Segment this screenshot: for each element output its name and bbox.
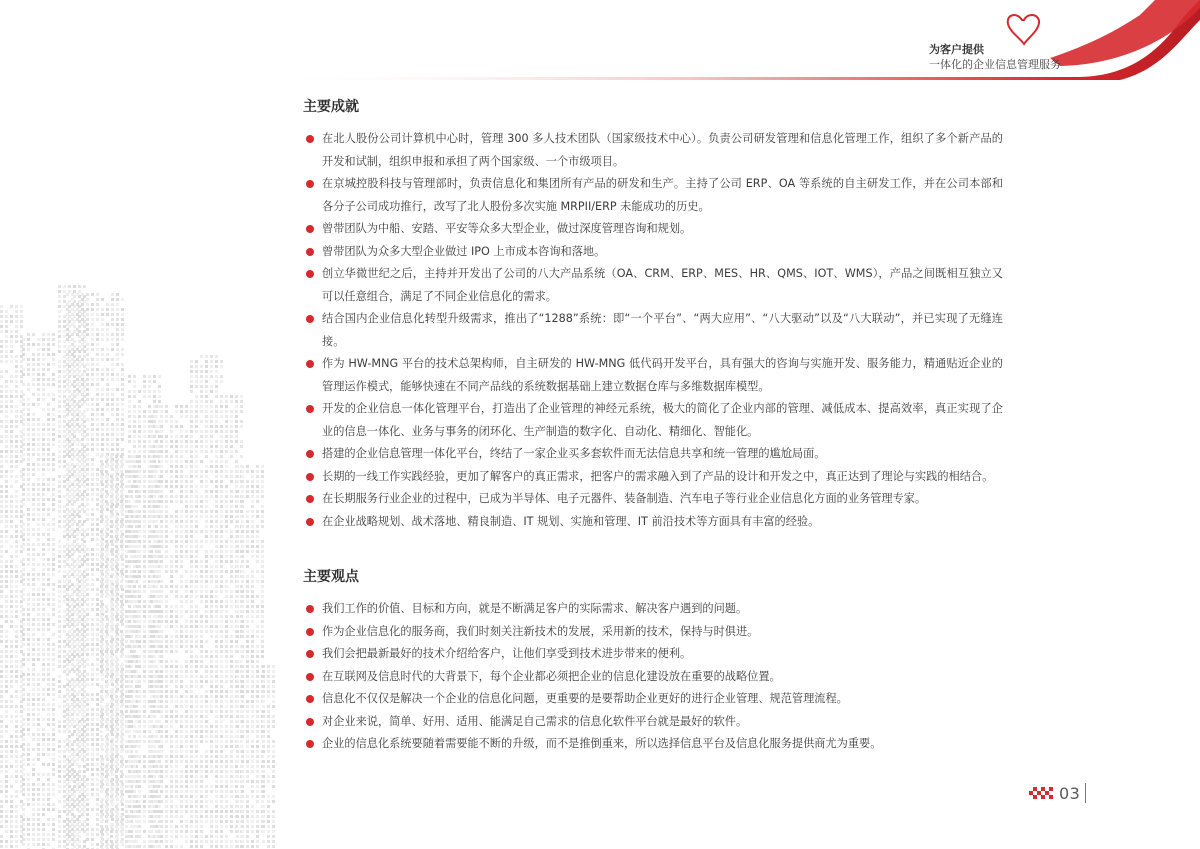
brand-tagline-line1: 为客户提供 (929, 43, 984, 56)
list-item-text: 在北人股份公司计算机中心时，管理 300 多人技术团队（国家级技术中心）。负责公司研发管理和信息化管理工作，组织了多个新产品的开发和试制，组织申报和承担了两个国家级、一个市级项目。 (322, 132, 1003, 168)
list-item (303, 218, 1003, 241)
bullet-dot-icon (306, 605, 314, 613)
brand-tagline (929, 42, 1061, 72)
list-item-text: 作为 HW-MNG 平台的技术总架构师，自主研发的 HW-MNG 低代码开发平台，具有强大的咨询与实施开发、服务能力，精通贴近企业的管理运作模式，能够快速在不同产品线的系统数据基础上建立数据仓库与多维数据库模型。 (322, 357, 1003, 393)
list-item (303, 711, 1003, 734)
bullet-dot-icon (306, 225, 314, 233)
list-item (303, 643, 1003, 666)
section-title-viewpoints: 主要观点 (303, 569, 359, 585)
list-item (303, 733, 1003, 756)
viewpoints-list (303, 598, 1003, 756)
bullet-dot-icon (306, 495, 314, 503)
bullet-dot-icon (306, 650, 314, 658)
list-item-text: 企业的信息化系统要随着需要能不断的升级，而不是推倒重来，所以选择信息平台及信息化服务提供商尤为重要。 (322, 737, 882, 750)
bullet-dot-icon (306, 315, 314, 323)
list-item-text: 长期的一线工作实践经验，更加了解客户的真正需求，把客户的需求融入到了产品的设计和开发之中，真正达到了理论与实践的相结合。 (322, 469, 994, 483)
bullet-dot-icon (306, 450, 314, 458)
bullet-dot-icon (306, 180, 314, 188)
brand-tagline-line2: 一体化的企业信息管理服务 (929, 58, 1061, 71)
list-item-text: 在互联网及信息时代的大背景下，每个企业都必须把企业的信息化建设放在重要的战略位置。 (322, 669, 781, 683)
list-item (303, 688, 1003, 711)
list-item (303, 621, 1003, 644)
list-item-text: 结合国内企业信息化转型升级需求，推出了“1288”系统：即“一个平台”、“两大应用”、“八大驱动”以及“八大联动”，并已实现了无缝连接。 (322, 312, 1003, 348)
achievements-list (303, 128, 1003, 533)
checker-logo-icon (1029, 786, 1055, 800)
bullet-dot-icon (306, 360, 314, 368)
list-item (303, 443, 1003, 466)
list-item-text: 曾带团队为众多大型企业做过 IPO 上市成本咨询和落地。 (322, 244, 606, 258)
list-item (303, 511, 1003, 534)
list-item (303, 488, 1003, 511)
list-item-text: 作为企业信息化的服务商，我们时刻关注新技术的发展，采用新的技术，保持与时俱进。 (322, 624, 759, 638)
list-item-text: 对企业来说，简单、好用、适用、能满足自己需求的信息化软件平台就是最好的软件。 (322, 714, 748, 728)
bullet-dot-icon (306, 473, 314, 481)
list-item-text: 信息化不仅仅是解决一个企业的信息化问题，更重要的是要帮助企业更好的进行企业管理、规范管理流程。 (322, 692, 848, 705)
bullet-dot-icon (306, 718, 314, 726)
list-item (303, 398, 1003, 443)
list-item (303, 241, 1003, 264)
list-item-text: 开发的企业信息一体化管理平台，打造出了企业管理的神经元系统，极大的简化了企业内部的管理、减低成本、提高效率，真正实现了企业的信息一体化、业务与事务的闭环化、生产制造的数字化、自动化、精细化、智能化。 (322, 402, 1003, 438)
list-item-text: 在京城控股科技与管理部时，负责信息化和集团所有产品的研发和生产。主持了公司 ERP、OA 等系统的自主研发工作，并在公司本部和各分子公司成功推行，改写了北人股份多次实施 MRPII/ERP 未能成功的历史。 (322, 177, 1003, 213)
list-item (303, 263, 1003, 308)
bullet-dot-icon (306, 135, 314, 143)
page-number-divider (1085, 783, 1086, 803)
list-item-text: 我们工作的价值、目标和方向，就是不断满足客户的实际需求、解决客户遇到的问题。 (322, 602, 748, 615)
list-item (303, 666, 1003, 689)
bullet-dot-icon (306, 628, 314, 636)
list-item (303, 173, 1003, 218)
bullet-dot-icon (306, 248, 314, 256)
bullet-dot-icon (306, 270, 314, 278)
bullet-dot-icon (306, 740, 314, 748)
bullet-dot-icon (306, 673, 314, 681)
list-item-text: 在长期服务行业企业的过程中，已成为半导体、电子元器件、装备制造、汽车电子等行业企业信息化方面的业务管理专家。 (322, 492, 927, 505)
list-item-text: 搭建的企业信息管理一体化平台，终结了一家企业买多套软件而无法信息共享和统一管理的尴尬局面。 (322, 447, 826, 460)
list-item-text: 创立华微世纪之后，主持并开发出了公司的八大产品系统（OA、CRM、ERP、MES、HR、QMS、IOT、WMS），产品之间既相互独立又可以任意组合，满足了不同企业信息化的需求。 (322, 267, 1003, 303)
list-item-text: 我们会把最新最好的技术介绍给客户，让他们享受到技术进步带来的便利。 (322, 647, 692, 660)
page-number: 03 (1059, 783, 1081, 803)
list-item (303, 353, 1003, 398)
list-item (303, 128, 1003, 173)
bullet-dot-icon (306, 405, 314, 413)
city-skyline-decoration (0, 285, 300, 849)
section-title-achievements: 主要成就 (303, 99, 359, 115)
list-item (303, 466, 1003, 489)
list-item-text: 曾带团队为中船、安踏、平安等众多大型企业，做过深度管理咨询和规划。 (322, 222, 692, 235)
list-item (303, 308, 1003, 353)
main-content (303, 96, 1003, 756)
bullet-dot-icon (306, 695, 314, 703)
list-item-text: 在企业战略规划、战术落地、精良制造、IT 规划、实施和管理、IT 前沿技术等方面具有丰富的经验。 (322, 514, 820, 528)
page-footer (1029, 782, 1086, 804)
bullet-dot-icon (306, 518, 314, 526)
list-item (303, 598, 1003, 621)
